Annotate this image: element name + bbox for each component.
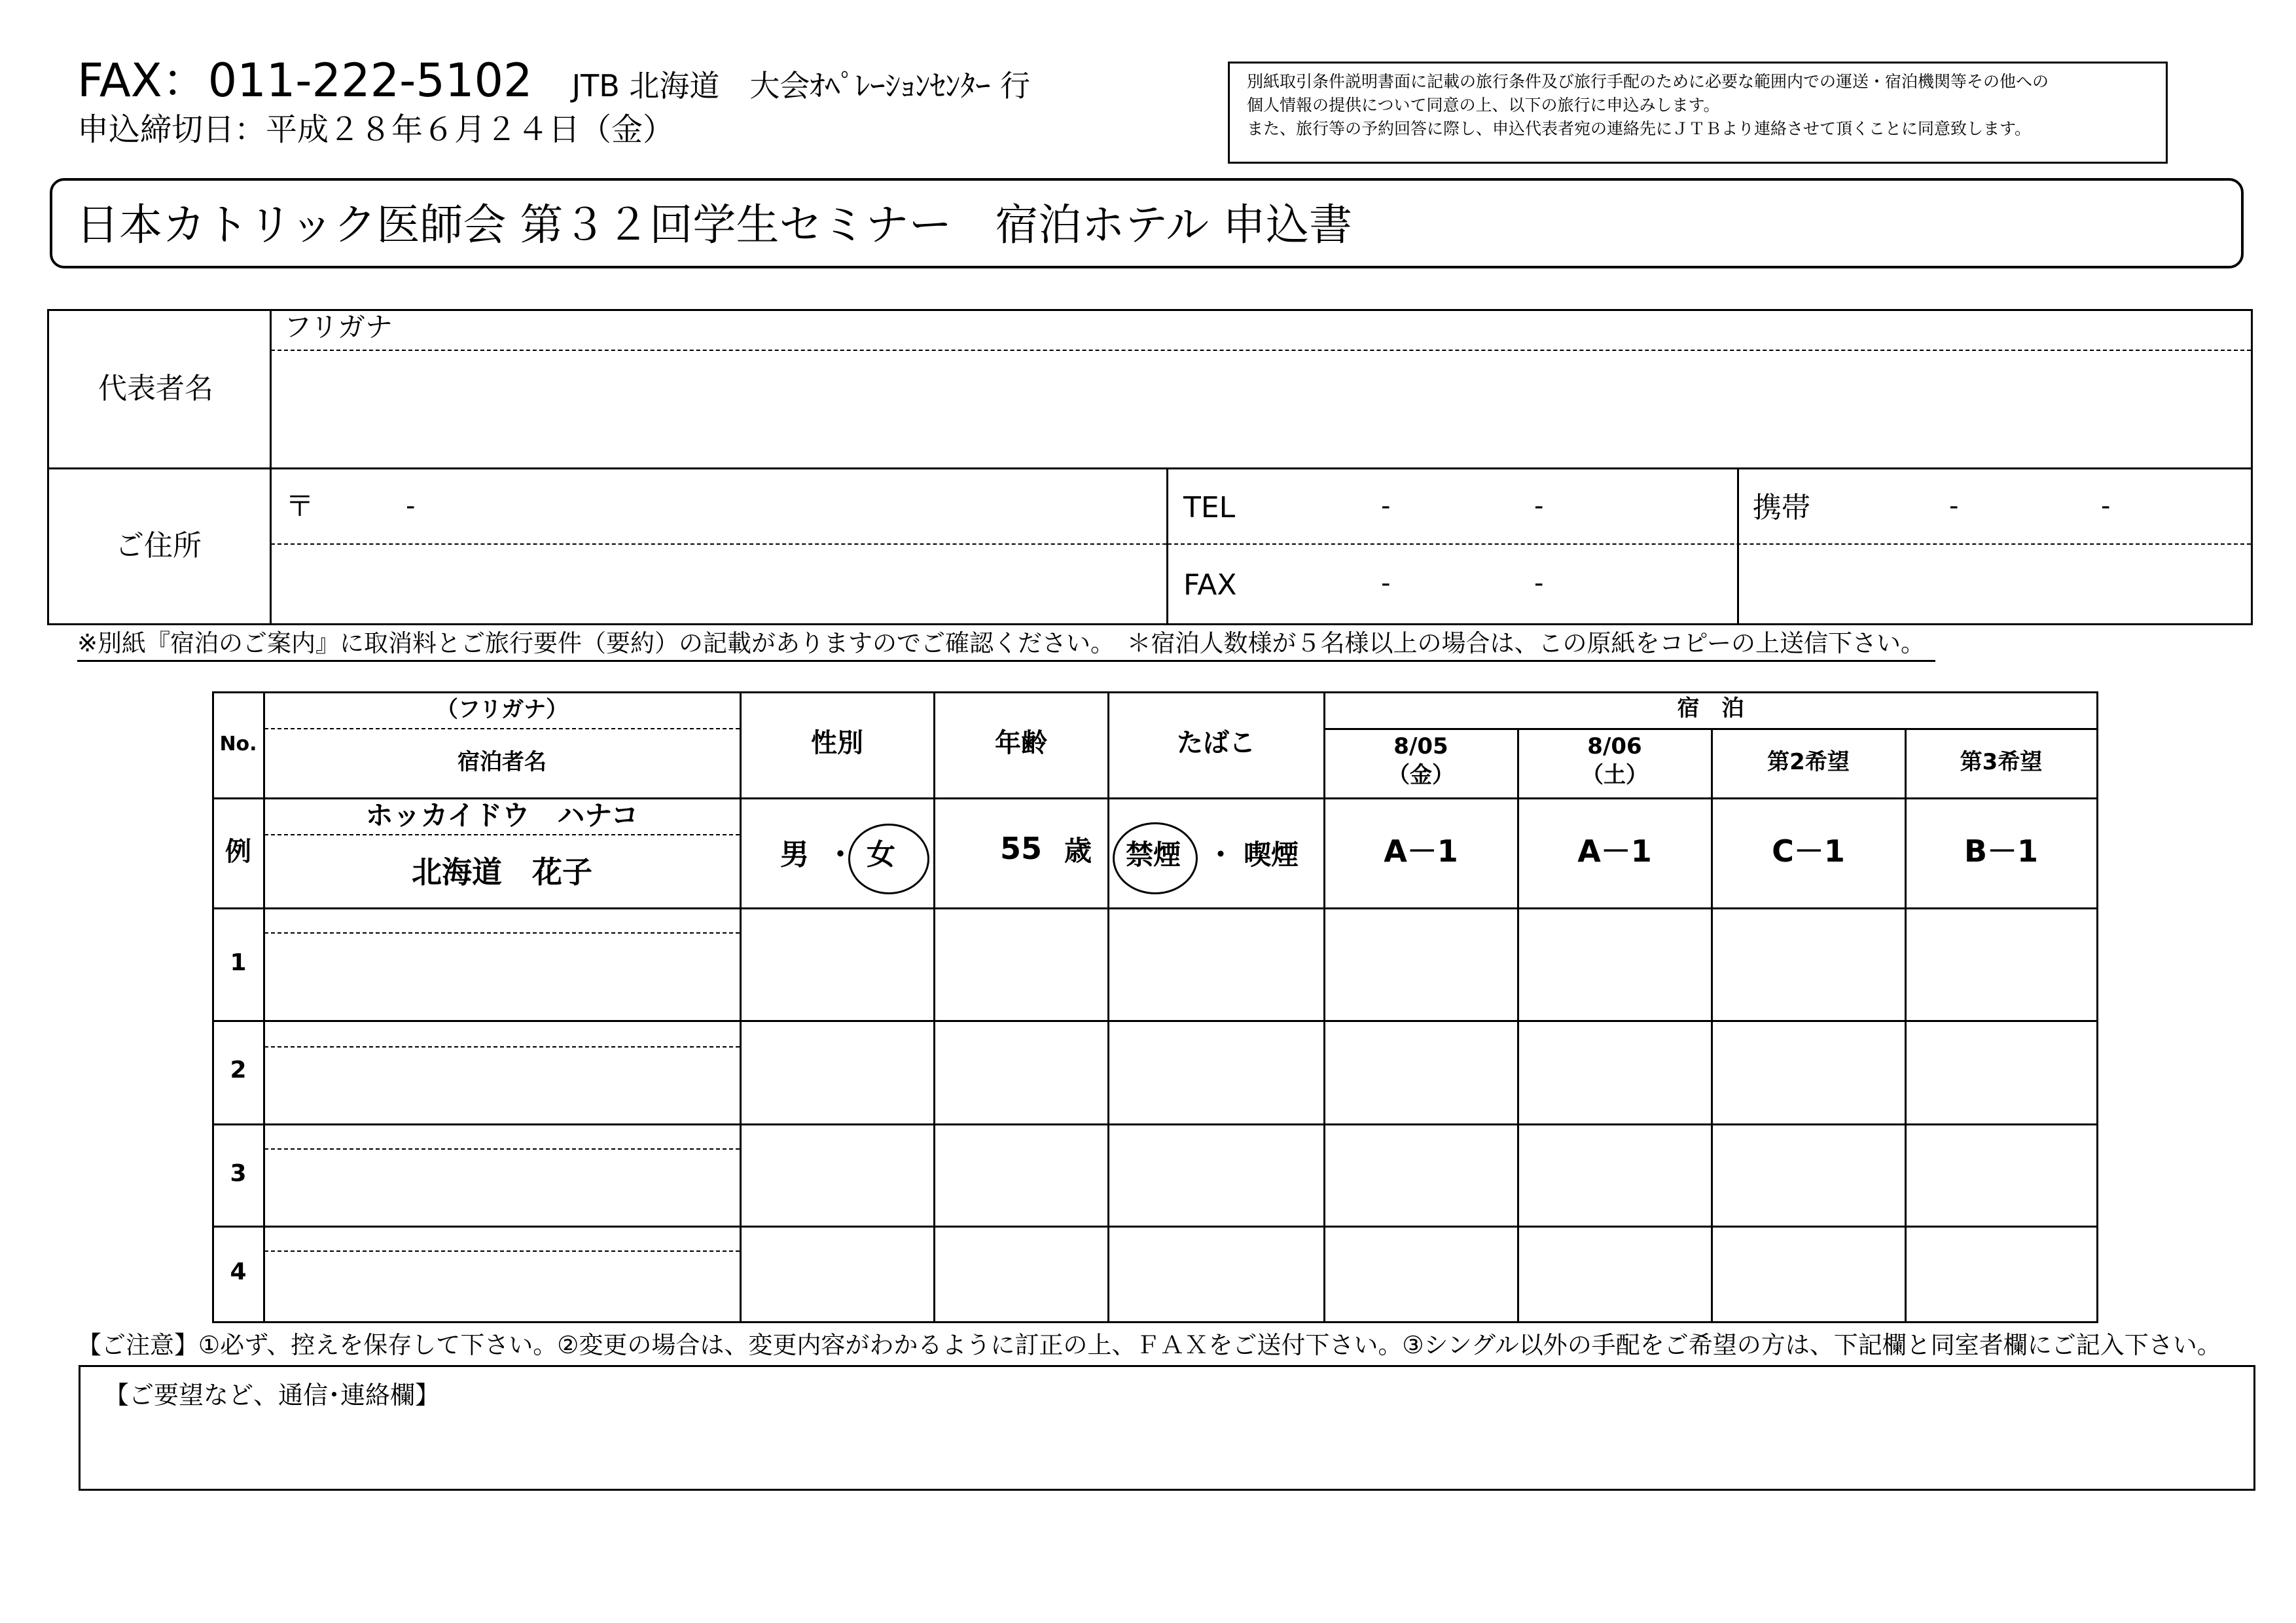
tel-field[interactable] bbox=[1244, 469, 1734, 542]
address-label: ご住所 bbox=[115, 529, 202, 562]
header-tobacco: たばこ bbox=[1177, 728, 1255, 758]
row-number: 3 bbox=[230, 1160, 247, 1187]
representative-label: 代表者名 bbox=[98, 372, 213, 405]
postal-mark: 〒 bbox=[285, 490, 314, 523]
header-choice-3: 第3希望 bbox=[1960, 749, 2043, 775]
selected-circle bbox=[1113, 822, 1198, 894]
applicant-divider bbox=[1737, 467, 1739, 625]
guest-row-1-fields[interactable] bbox=[264, 909, 2096, 1019]
example-choice-2: C－1 bbox=[1772, 833, 1845, 869]
guest-row-3-fields[interactable] bbox=[264, 1125, 2096, 1224]
example-age-unit: 歳 bbox=[1064, 835, 1092, 867]
fax-dash: - bbox=[1534, 568, 1544, 598]
example-date-1: A－1 bbox=[1384, 833, 1458, 869]
header-gender: 性別 bbox=[811, 728, 863, 758]
header-day-1: （金） bbox=[1388, 762, 1454, 788]
fax-heading bbox=[77, 51, 1030, 115]
table-border bbox=[212, 1321, 2098, 1323]
tel-dash: - bbox=[1381, 491, 1391, 521]
notice-bottom: 【ご注意】①必ず、控えを保存して下さい。②変更の場合は、変更内容がわかるように訂正の上、ＦＡＸをご送付下さい。③シングル以外の手配をご希望の方は、下記欄と同室者欄にご記入下さい。 bbox=[77, 1331, 2221, 1359]
consent-line: 別紙取引条件説明書面に記載の旅行条件及び旅行手配のために必要な範囲内での運送・宿泊機関等その他への bbox=[1247, 72, 2049, 91]
postal-dash: - bbox=[406, 491, 416, 521]
name-divider bbox=[264, 834, 740, 835]
mobile-dash: - bbox=[1949, 491, 1959, 521]
deadline: 申込締切日：平成２８年６月２４日（金） bbox=[77, 111, 675, 148]
example-furigana: ホッカイドウ ハナコ bbox=[365, 799, 639, 831]
header-day-2: （土） bbox=[1581, 762, 1648, 788]
row-number: 4 bbox=[230, 1258, 247, 1285]
example-sep: ・ bbox=[826, 838, 855, 871]
header-date-2: 8/06 bbox=[1587, 733, 1642, 759]
name-divider bbox=[264, 728, 740, 729]
table-border bbox=[212, 691, 2098, 693]
contact-divider bbox=[1168, 543, 2251, 545]
recipient: JTB 北海道 大会ｵﾍﾟﾚｰｼｮﾝｾﾝﾀｰ 行 bbox=[571, 68, 1031, 103]
example-choice-3: B－1 bbox=[1964, 833, 2039, 869]
example-nonsmoking: 禁煙 bbox=[1126, 839, 1181, 871]
header-age: 年齢 bbox=[995, 728, 1047, 758]
memo-box[interactable] bbox=[79, 1365, 2255, 1491]
tel-label: TEL bbox=[1183, 491, 1236, 524]
header-choice-2: 第2希望 bbox=[1767, 749, 1850, 775]
guest-row-2-fields[interactable] bbox=[264, 1021, 2096, 1122]
example-date-2: A－1 bbox=[1577, 833, 1652, 869]
address-field[interactable] bbox=[271, 469, 1165, 623]
guest-row-4-fields[interactable] bbox=[264, 1227, 2096, 1320]
example-sep: ・ bbox=[1207, 839, 1235, 871]
consent-line: 個人情報の提供について同意の上、以下の旅行に申込みします。 bbox=[1247, 96, 1720, 115]
header-no: No. bbox=[219, 733, 257, 756]
consent-line: また、旅行等の予約回答に際し、申込代表者宛の連絡先にＪＴＢより連絡させて頂くことに同意致します。 bbox=[1247, 119, 2032, 138]
table-border bbox=[2096, 691, 2098, 1323]
table-border bbox=[212, 691, 214, 1323]
example-label: 例 bbox=[225, 837, 251, 867]
header-guest-name: 宿泊者名 bbox=[457, 749, 547, 775]
furigana-label: フリガナ bbox=[284, 311, 393, 343]
applicant-border bbox=[47, 623, 2253, 625]
example-male: 男 bbox=[780, 838, 809, 871]
fax-field[interactable] bbox=[1244, 546, 1734, 622]
example-name: 北海道 花子 bbox=[412, 854, 592, 890]
mobile-dash: - bbox=[2101, 491, 2111, 521]
fax-number: FAX：011-222-5102 bbox=[77, 54, 533, 107]
row-number: 2 bbox=[230, 1057, 247, 1084]
example-smoking: 喫煙 bbox=[1244, 839, 1299, 871]
row-number: 1 bbox=[230, 949, 247, 976]
example-age: 55 bbox=[1000, 831, 1043, 866]
example-female: 女 bbox=[867, 838, 895, 871]
furigana-divider bbox=[271, 350, 2251, 351]
selected-circle bbox=[848, 824, 929, 894]
mobile-field[interactable] bbox=[1820, 469, 2248, 542]
header-stay: 宿 泊 bbox=[1677, 695, 1744, 721]
fax-label: FAX bbox=[1183, 568, 1237, 602]
fax-dash: - bbox=[1381, 568, 1391, 598]
header-date-1: 8/05 bbox=[1393, 733, 1448, 759]
header-furigana: （フリガナ） bbox=[435, 697, 569, 723]
representative-name-field[interactable] bbox=[271, 352, 2251, 467]
page-title: 日本カトリック医師会 第３２回学生セミナー 宿泊ホテル 申込書 bbox=[76, 200, 1353, 250]
notice-top: ※別紙『宿泊のご案内』に取消料とご旅行要件（要約）の記載がありますのでご確認ください。 ＊宿泊人数様が５名様以上の場合は、この原紙をコピーの上送信下さい。 bbox=[77, 627, 1935, 662]
applicant-divider bbox=[1166, 467, 1168, 625]
consent-box bbox=[1228, 62, 2168, 164]
mobile-label: 携帯 bbox=[1753, 491, 1810, 524]
title-box bbox=[50, 178, 2244, 268]
tel-dash: - bbox=[1534, 491, 1544, 521]
memo-label: 【ご要望など、通信･連絡欄】 bbox=[104, 1381, 440, 1410]
